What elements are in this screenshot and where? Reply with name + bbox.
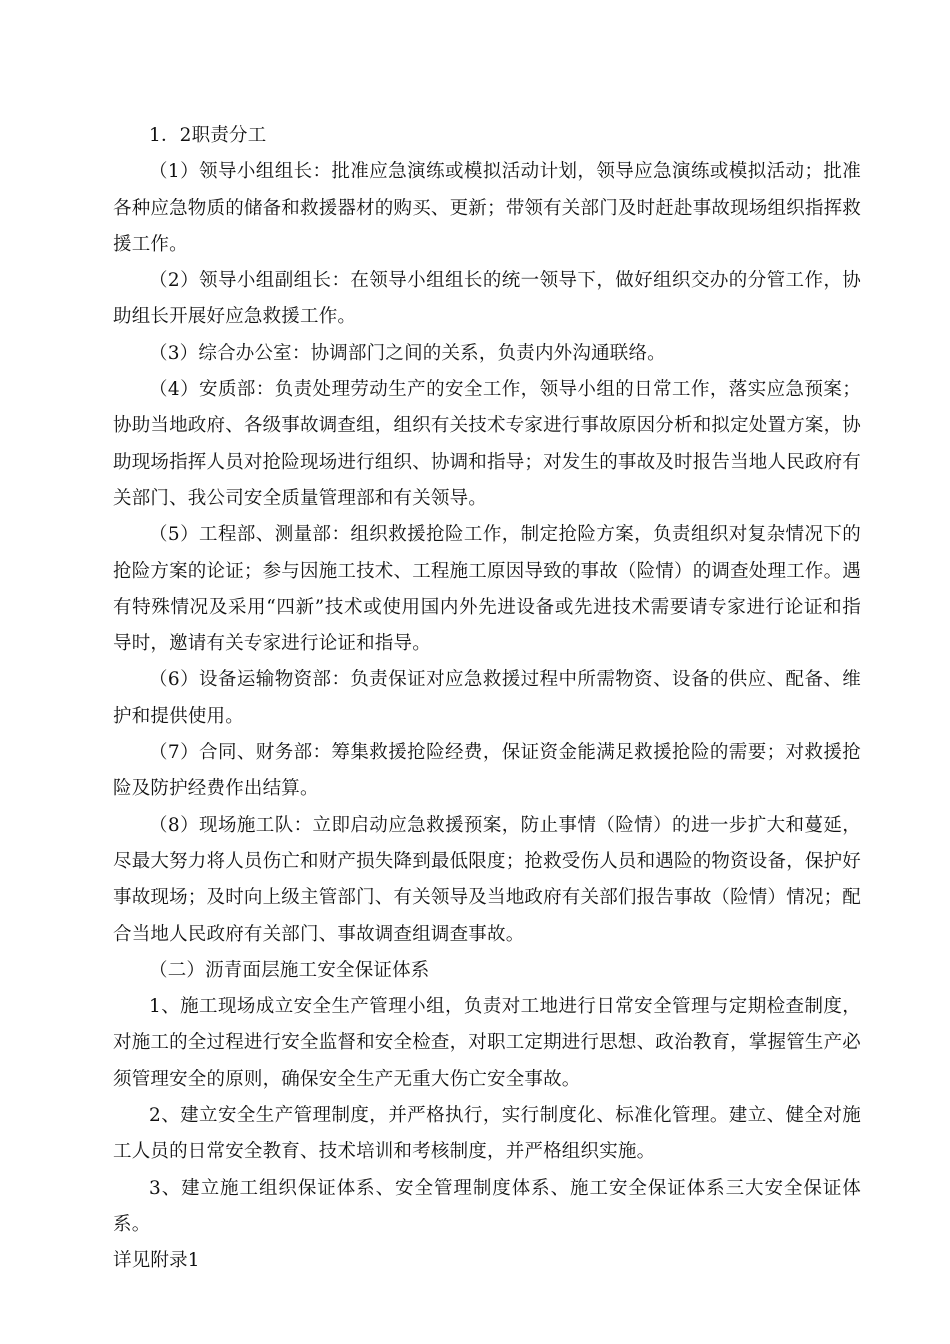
list-item-2: 2、建立安全生产管理制度，并严格执行，实行制度化、标准化管理。建立、健全对施工人员的日常安全教育、技术培训和考核制度，并严格组织实施。 xyxy=(113,1105,861,1163)
paragraph-site-team: （8）现场施工队：立即启动应急救援预案，防止事情（险情）的进一步扩大和蔓延，尽最大努力将人员伤亡和财产损失降到最低限度；抢救受伤人员和遇险的物资设备，保护好事故现场；及时向上级主管部门、有关领导及当地政府有关部们报告事故（险情）情况；配合当地人民政府有关部门、事故调查组调查事故。 xyxy=(113,814,862,945)
section-heading: 1．2职责分工 xyxy=(149,125,267,146)
paragraph-finance-dept: （7）合同、财务部：筹集救援抢险经费，保证资金能满足救援抢险的需要；对救援抢险及防护经费作出结算。 xyxy=(113,742,861,800)
list-item-1: 1、施工现场成立安全生产管理小组，负责对工地进行日常安全管理与定期检查制度，对施工的全过程进行安全监督和安全检查，对职工定期进行思想、政治教育，掌握管生产必须管理安全的原则，确保安全生产无重大伤亡安全事故。 xyxy=(113,996,862,1090)
document-body xyxy=(113,118,861,1280)
paragraph-safety-quality-dept: （4）安质部：负责处理劳动生产的安全工作，领导小组的日常工作，落实应急预案；协助当地政府、各级事故调查组，组织有关技术专家进行事故原因分析和拟定处置方案，协助现场指挥人员对抢险现场进行组织、协调和指导；对发生的事故及时报告当地人民政府有关部门、我公司安全质量管理部和有关领导。 xyxy=(113,379,862,509)
subsection-heading: （二）沥青面层施工安全保证体系 xyxy=(149,959,430,981)
paragraph-deputy-leader: （2）领导小组副组长：在领导小组组长的统一领导下，做好组织交办的分管工作，协助组长开展好应急救援工作。 xyxy=(113,270,861,328)
paragraph-general-office: （3）综合办公室：协调部门之间的关系，负责内外沟通联络。 xyxy=(149,342,666,364)
list-item-3: 3、建立施工组织保证体系、安全管理制度体系、施工安全保证体系三大安全保证体系。 xyxy=(113,1177,861,1235)
paragraph-equipment-dept: （6）设备运输物资部：负责保证对应急救援过程中所需物资、设备的供应、配备、维护和提供使用。 xyxy=(113,669,861,727)
paragraph-team-leader: （1）领导小组组长：批准应急演练或模拟活动计划，领导应急演练或模拟活动；批准各种应急物质的储备和救援器材的购买、更新；带领有关部门及时赶赴事故现场组织指挥救援工作。 xyxy=(113,161,862,255)
appendix-reference: 详见附录1 xyxy=(113,1250,200,1272)
paragraph-engineering-dept: （5）工程部、测量部：组织救援抢险工作，制定抢险方案，负责组织对复杂情况下的抢险方案的论证；参与因施工技术、工程施工原因导致的事故（险情）的调查处理工作。遇有特殊情况及采用“四新”技术或使用国内外先进设备或先进技术需要请专家进行论证和指导时，邀请有关专家进行论证和指导。 xyxy=(113,524,862,655)
